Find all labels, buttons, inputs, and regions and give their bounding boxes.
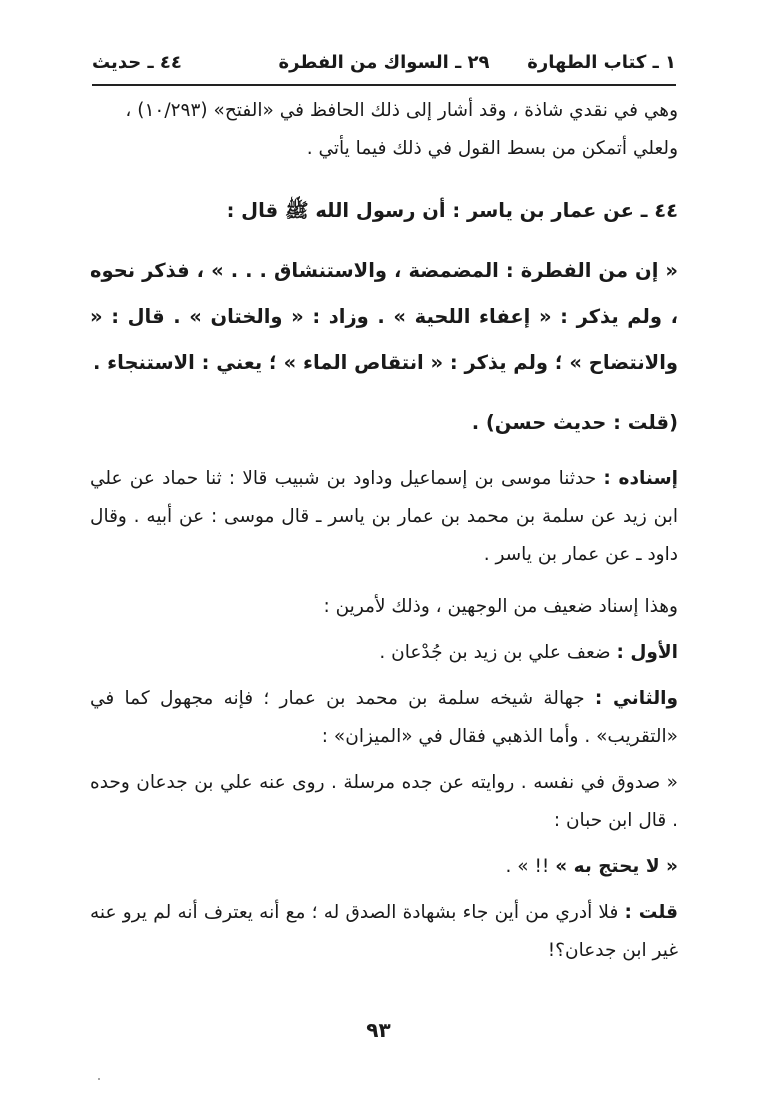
first-reason <box>90 634 678 672</box>
final-remark-label: قلت : <box>624 902 678 923</box>
header-hadith-number: ٤٤ ـ حديث <box>92 52 182 73</box>
page-body <box>90 92 678 970</box>
header-chapter: ١ ـ كتاب الطهارة <box>527 52 676 73</box>
weakness-intro: وهذا إسناد ضعيف من الوجهين ، وذلك لأمرين : <box>323 596 678 617</box>
scan-speck <box>98 1078 100 1080</box>
second-reason <box>90 680 678 756</box>
isnad-text: حدثنا موسى بن إسماعيل وداود بن شبيب قالا : ثنا حماد عن علي ابن زيد عن سلمة بن محمد بن عمار بن ياسر ـ قال موسى : عن أبيه . وقال داود ـ عن عمار بن ياسر . <box>90 468 678 565</box>
hadith-text: « إن من الفطرة : المضمضة ، والاستنشاق . . . » ، فذكر نحوه ، ولم يذكر : « إعفاء اللحية » . وزاد : « والختان » . قال : « والانتضاح » ؛ ولم يذكر : « انتقاص الماء » ؛ يعني : الاستنجاء . <box>90 259 678 374</box>
running-header <box>92 52 676 82</box>
page-number: ٩٣ <box>366 1018 391 1042</box>
dhahabi-quote: « صدوق في نفسه . روايته عن جده مرسلة . روى عنه علي بن جدعان وحده . قال ابن حبان : <box>90 772 678 831</box>
isnad-paragraph <box>90 460 678 574</box>
second-reason-label: والثاني : <box>594 688 678 709</box>
intro-line-1: وهي في نقدي شاذة ، وقد أشار إلى ذلك الحافظ في «الفتح» (١٠/٢٩٣) ، <box>125 100 678 121</box>
first-reason-text: ضعف علي بن زيد بن جُدْعان . <box>379 642 617 663</box>
intro-paragraph <box>90 92 678 168</box>
quote-close: !! » . <box>505 856 556 877</box>
header-divider <box>92 84 676 86</box>
second-reason-text: جهالة شيخه سلمة بن محمد بن عمار ؛ فإنه مجهول كما في «التقريب» . وأما الذهبي فقال في «الميزان» : <box>90 688 678 747</box>
hadith-grade: (قلت : حديث حسن) . <box>471 411 678 434</box>
ibn-hibban-quote: « لا يحتج به » <box>555 856 678 877</box>
first-reason-label: الأول : <box>616 642 678 663</box>
intro-line-2: ولعلي أتمكن من بسط القول في ذلك فيما يأتي . <box>306 138 678 159</box>
isnad-label: إسناده : <box>603 468 678 489</box>
hadith-heading: ٤٤ ـ عن عمار بن ياسر : أن رسول الله ﷺ قال : <box>226 199 678 222</box>
final-remark <box>90 894 678 970</box>
final-remark-text: فلا أدري من أين جاء بشهادة الصدق له ؛ مع أنه يعترف أنه لم يرو عنه غير ابن جدعان؟! <box>90 902 678 961</box>
header-section: ٢٩ ـ السواك من الفطرة <box>278 52 490 73</box>
dhahabi-quote-end <box>90 848 678 886</box>
